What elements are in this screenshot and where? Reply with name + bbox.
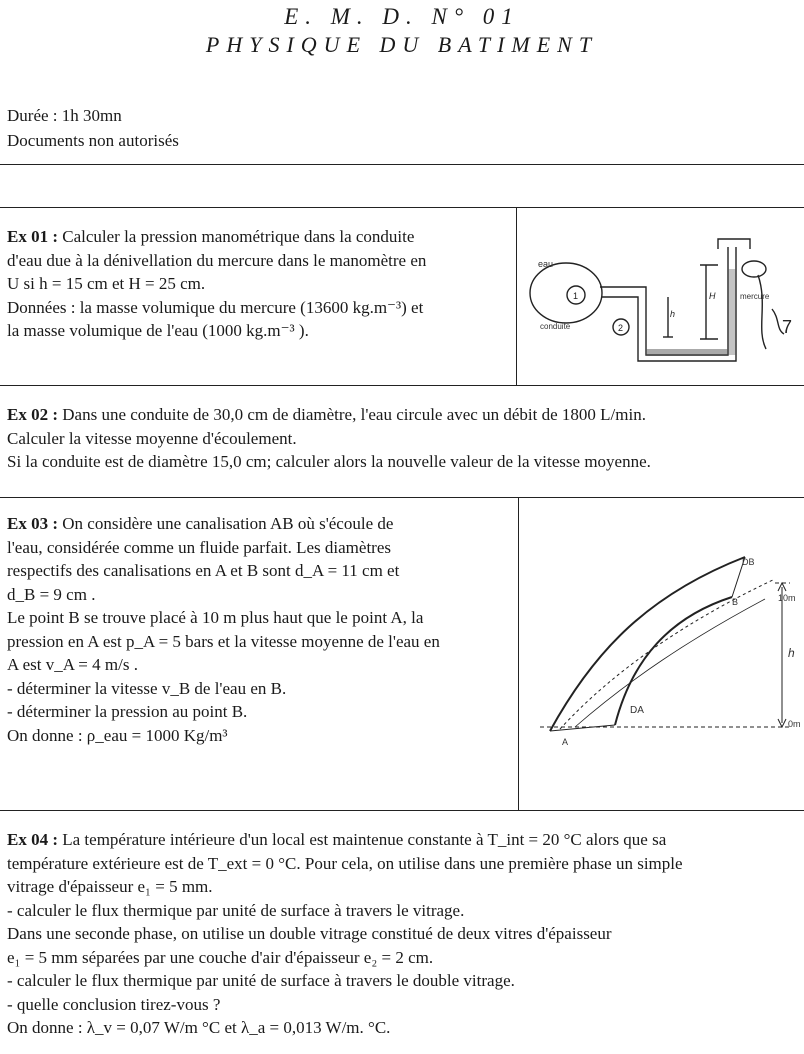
- exam-title: E. M. D. N° 01: [284, 4, 520, 29]
- ex04-line3: vitrage d'épaisseur e₁ = 5 mm.: [7, 877, 213, 896]
- label-point2: 2: [618, 323, 624, 333]
- label-DA: DA: [630, 705, 644, 716]
- pipe-upper-wall: [550, 557, 745, 731]
- ex01-line5: la masse volumique de l'eau (1000 kg.m⁻³ ).: [7, 321, 309, 340]
- ex04-statement: [7, 828, 803, 1040]
- ex02-statement: [7, 403, 801, 474]
- ex03-line10: On donne : ρ_eau = 1000 Kg/m³: [7, 725, 228, 745]
- header-divider: [0, 164, 804, 165]
- ex03-line7: A est v_A = 4 m/s .: [7, 655, 138, 674]
- ex04-line6: e₁ = 5 mm séparées par une couche d'air d'épaisseur e₂ = 2 cm.: [7, 947, 434, 967]
- ex03-line4: d_B = 9 cm .: [7, 584, 96, 604]
- label-h: h: [670, 309, 676, 319]
- ex02-line1: Dans une conduite de 30,0 cm de diamètre, l'eau circule avec un débit de 1800 L/min.: [62, 405, 646, 424]
- ex01-bottom-border: [0, 385, 804, 386]
- mercury-level: [646, 349, 728, 355]
- label-pipe: conduite: [540, 322, 571, 331]
- label-B: B: [732, 597, 739, 607]
- ex04-line5: Dans une seconde phase, on utilise un double vitrage constitué de deux vitres d'épaisseur: [7, 924, 612, 943]
- exam-duration: Durée : 1h 30mn: [7, 106, 122, 125]
- label-mercury: mercure: [740, 292, 770, 301]
- ex03-label: Ex 03 :: [7, 514, 58, 533]
- ex01-line3: U si h = 15 cm et H = 25 cm.: [7, 274, 206, 293]
- ex01-line4: Données : la masse volumique du mercure (13600 kg.m⁻³) et: [7, 297, 424, 317]
- label-A: A: [562, 737, 569, 747]
- ex01-label: Ex 01 :: [7, 227, 58, 246]
- label-h-height: h: [788, 646, 795, 660]
- ex03-line6: pression en A est p_A = 5 bars et la vitesse moyenne de l'eau en: [7, 631, 440, 651]
- label-H: H: [709, 291, 716, 301]
- ex02-label: Ex 02 :: [7, 405, 58, 424]
- label-DB: DB: [742, 557, 755, 567]
- ex02-line2: Calculer la vitesse moyenne d'écoulement.: [7, 428, 297, 448]
- ex04-line7: - calculer le flux thermique par unité de surface à travers le double vitrage.: [7, 971, 515, 990]
- ex04-label: Ex 04 :: [7, 830, 58, 849]
- ex04-line1: La température intérieure d'un local est maintenue constante à T_int = 20 °C alors que sa: [62, 830, 667, 849]
- ex03-line1: On considère une canalisation AB où s'écoule de: [62, 514, 394, 533]
- ex01-divider: [516, 207, 517, 385]
- ex03-line2: l'eau, considérée comme un fluide parfait. Les diamètres: [7, 537, 391, 557]
- ex04-line4: - calculer le flux thermique par unité de surface à travers le vitrage.: [7, 900, 465, 920]
- exam-documents-note: Documents non autorisés: [7, 131, 179, 150]
- ex04-line8: - quelle conclusion tirez-vous ?: [7, 994, 221, 1014]
- label-water: eau: [538, 259, 554, 269]
- water-pipe-ellipse: [530, 263, 602, 323]
- label-10m: 10m: [778, 593, 796, 603]
- ex03-top-border: [0, 497, 804, 498]
- ex04-line2: température extérieure est de T_ext = 0 °C. Pour cela, on utilise dans une première phase un simple: [7, 853, 683, 873]
- ex01-line1: Calculer la pression manométrique dans la conduite: [62, 227, 415, 246]
- u-tube-inner: [602, 247, 736, 361]
- label-point1: 1: [573, 291, 579, 301]
- pipe-figure: [520, 499, 802, 808]
- ex03-divider: [518, 497, 519, 810]
- ex03-statement: [7, 512, 509, 747]
- manometer-figure: [518, 209, 802, 383]
- ex03-line5: Le point B se trouve placé à 10 m plus haut que le point A, la: [7, 608, 424, 627]
- ex04-line9: On donne : λ_v = 0,07 W/m °C et λ_a = 0,013 W/m. °C.: [7, 1018, 391, 1037]
- ex03-line3: respectifs des canalisations en A et B sont d_A = 11 cm et: [7, 561, 400, 580]
- ex03-bottom-border: [0, 810, 804, 811]
- label-0m: 0m: [788, 719, 801, 729]
- ex01-top-border: [0, 207, 804, 208]
- exam-subject: PHYSIQUE DU BATIMENT: [205, 32, 599, 57]
- section-A: [550, 725, 615, 731]
- pipe-centerline: [560, 579, 775, 729]
- ex01-line2: d'eau due à la dénivellation du mercure dans le manomètre en: [7, 250, 427, 270]
- ex03-line8: - déterminer la vitesse v_B de l'eau en B.: [7, 678, 287, 698]
- ex02-line3: Si la conduite est de diamètre 15,0 cm; calculer alors la nouvelle valeur de la vitesse moyenne.: [7, 452, 651, 471]
- ex03-line9: - déterminer la pression au point B.: [7, 702, 248, 721]
- ex01-statement: [7, 225, 507, 343]
- label-7: 7: [782, 317, 793, 337]
